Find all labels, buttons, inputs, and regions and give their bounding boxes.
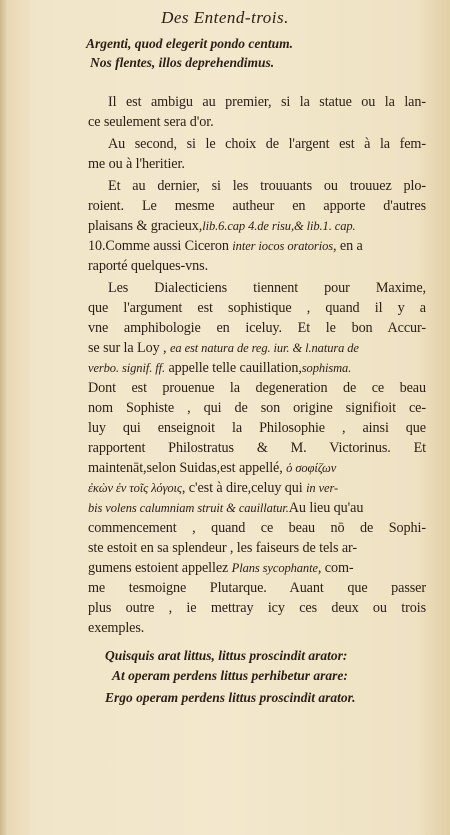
text-line [88,340,426,357]
text-line: rapportent Philostratus & M. Victorinus. Et [88,440,426,456]
text-line [88,218,426,235]
text-line: ce seulement sera d'or. [88,114,214,130]
greek-text: ἐκὼν ἐν τοῖς λόγοις [88,481,182,495]
text-run: 10.Comme aussi Ciceron [88,238,229,254]
verse-line-4: At operam perdens littus perhibetur arare: [112,668,348,683]
text-line [88,360,426,377]
citation: ea est natura de reg. iur. & l.natura de [169,341,359,355]
text-run: , en a [332,238,363,254]
citation: Plans sycophante [231,561,318,575]
text-line: nom Sophiste , qui de son origine signifioit ce- [88,400,426,416]
text-line: Au second, si le choix de l'argent est à la fem- [108,136,426,152]
text-line: vne amphibologie en iceluy. Et le bon Accur- [88,320,426,336]
citation: inter iocos oratorios [232,239,333,253]
verse-line-5: Ergo operam perdens littus proscindit arator. [105,690,356,705]
text-run: appelle telle cauillation, [168,360,302,376]
text-line [88,238,426,255]
running-title: Des Entend-trois. [161,8,289,27]
text-line: Et au dernier, si les trouuants ou trouuez plo- [108,178,426,194]
text-run: gumens estoient appellez [88,560,229,576]
text-run: se sur la Loy , [88,340,167,356]
citation: lib.6.cap 4.de risu,& lib.1. cap. [202,219,356,233]
text-run: maintenāt,selon Suidas,est appellé, [88,460,283,476]
text-line: Les Dialecticiens tiennent pour Maxime, [108,280,426,296]
text-run: plaisans & gracieux, [88,218,203,234]
text-line: raporté quelques-vns. [88,258,209,274]
text-line: exemples. [88,620,145,636]
citation: in ver- [306,481,339,495]
text-line: commencement , quand ce beau nō de Sophi- [88,520,426,536]
text-line: me tesmoigne Plutarque. Auant que passer [88,580,426,596]
text-line: Il est ambigu au premier, si la statue ou la lan- [108,94,426,110]
text-line: plus outre , ie mettray icy ces deux ou trois [88,600,426,616]
text-line: que l'argument est sophistique , quand il y a [88,300,426,316]
text-line: me ou à l'heritier. [88,156,185,172]
greek-text: ὁ σοφίζων [286,461,337,475]
citation: verbo. signif. ff. [88,361,166,375]
verse-line-1: Argenti, quod elegerit pondo centum. [86,36,294,51]
text-line [88,480,426,497]
text-line: ste estoit en sa splendeur , les faiseurs de tels ar- [88,540,358,556]
text-run: Au lieu qu'au [288,500,364,516]
text-line: luy qui enseignoit la Philosophie , ainsi que [88,420,426,436]
page-spine-shadow [0,0,8,835]
text-run: , com- [317,560,354,576]
text-run: , c'est à dire,celuy qui [181,480,303,496]
text-line: roient. Le mesme autheur en apporte d'autres [88,198,426,214]
citation: sophisma. [301,361,352,375]
text-line [88,460,426,477]
verse-line-2: Nos flentes, illos deprehendimus. [90,55,275,70]
verse-line-3: Quisquis arat littus, littus proscindit arator: [105,648,348,663]
text-line [88,560,426,577]
text-line [88,500,426,517]
text-line: Dont est prouenue la degeneration de ce beau [88,380,426,396]
citation: bis volens calumniam struit & cauillatur. [88,501,289,515]
